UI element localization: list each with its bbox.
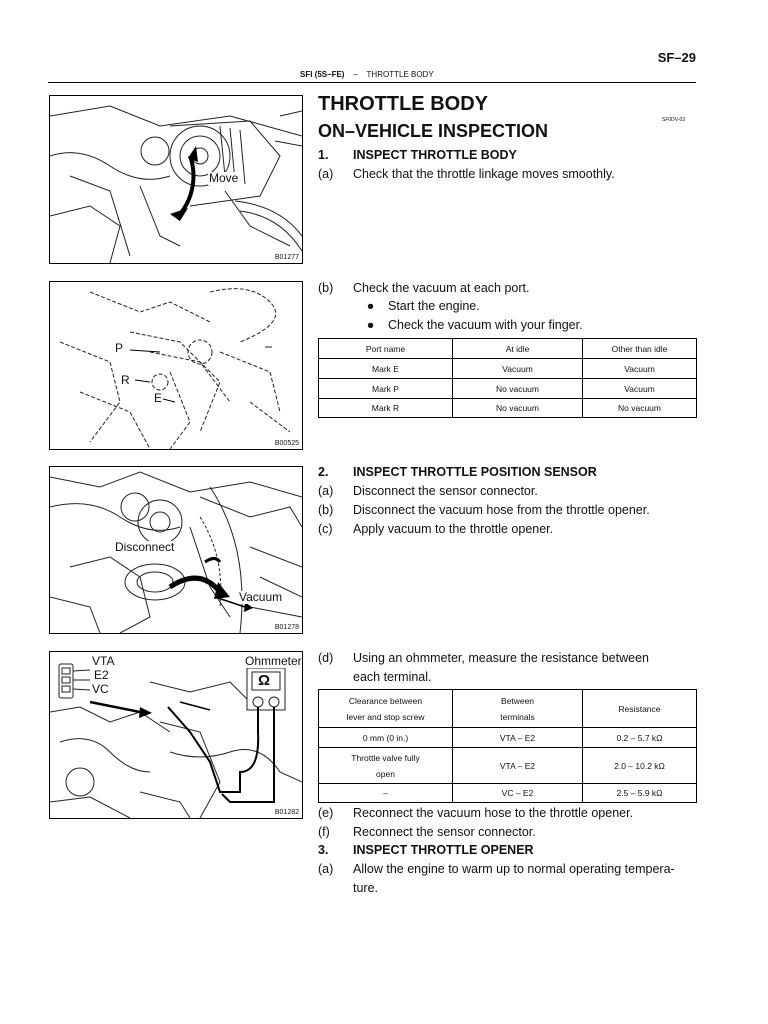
table-cell: – <box>319 784 453 803</box>
step-2c-number: (c) <box>318 522 333 536</box>
step-1b-text: Check the vacuum at each port. <box>353 281 530 295</box>
step-2-number: 2. <box>318 465 329 479</box>
table-cell: 0 mm (0 in.) <box>319 728 453 748</box>
table-cell: Mark E <box>319 359 453 379</box>
ohm-icon: Ω <box>258 672 271 689</box>
step-2e <box>318 805 633 821</box>
table-cell: Vacuum <box>583 359 697 379</box>
step-3-heading <box>318 842 534 858</box>
step-2f-text: Reconnect the sensor connector. <box>353 825 536 839</box>
table-cell: 0.2 – 5.7 kΩ <box>583 728 697 748</box>
bullet-text: Start the engine. <box>388 299 480 313</box>
step-2e-number: (e) <box>318 806 334 820</box>
bullet-icon: ● <box>366 318 375 332</box>
table-cell: Vacuum <box>453 359 583 379</box>
step-2b-text: Disconnect the vacuum hose from the throttle opener. <box>353 503 650 517</box>
step-3-text: INSPECT THROTTLE OPENER <box>353 843 534 857</box>
step-1a-number: (a) <box>318 167 334 181</box>
step-2c-text: Apply vacuum to the throttle opener. <box>353 522 554 536</box>
table-row <box>319 784 697 803</box>
table-row <box>319 728 697 748</box>
figure-throttle-opener <box>49 466 303 634</box>
step-3a-line2: ture. <box>353 881 379 895</box>
step-2b-number: (b) <box>318 503 334 517</box>
label-move: Move <box>209 171 239 185</box>
step-2d-line2: each terminal. <box>353 670 432 684</box>
document-code: SF0DV-03 <box>662 117 686 123</box>
step-2d-text: Using an ohmmeter, measure the resistance between <box>353 651 649 665</box>
bullet-check-vacuum <box>353 317 583 333</box>
figure-code: B01278 <box>274 624 299 631</box>
step-3-number: 3. <box>318 843 329 857</box>
step-1b-number: (b) <box>318 281 334 295</box>
header-section: SFI (5S–FE) <box>300 70 345 79</box>
step-1b <box>318 280 529 296</box>
bullet-start-engine <box>353 298 480 314</box>
step-2c <box>318 521 553 537</box>
step-2f-number: (f) <box>318 825 330 839</box>
step-2a-text: Disconnect the sensor connector. <box>353 484 538 498</box>
label-vc: VC <box>92 682 109 696</box>
throttle-linkage-drawing <box>50 96 302 263</box>
table-cell: VTA – E2 <box>453 728 583 748</box>
bullet-text: Check the vacuum with your finger. <box>388 318 583 332</box>
table-row <box>319 399 697 418</box>
label-ohmmeter: Ohmmeter <box>245 654 302 668</box>
figure-code: B01282 <box>274 809 299 816</box>
label-port-p: P <box>115 341 124 355</box>
resistance-table <box>318 689 697 803</box>
label-vacuum: Vacuum <box>239 590 283 604</box>
header-rule <box>48 82 696 83</box>
label-disconnect: Disconnect <box>115 540 175 554</box>
table-cell: 2.0 – 10.2 kΩ <box>583 748 697 784</box>
running-header <box>300 70 434 79</box>
label-port-e: E <box>154 391 163 405</box>
table-cell: No vacuum <box>453 379 583 399</box>
figure-code: B00525 <box>274 440 299 447</box>
table-header <box>453 690 583 728</box>
table-header: Port name <box>319 339 453 359</box>
page-title: THROTTLE BODY <box>318 93 488 115</box>
header-line: Clearance between <box>348 695 423 706</box>
step-1a-text: Check that the throttle linkage moves smoothly. <box>353 167 615 181</box>
step-2a <box>318 483 538 499</box>
step-2b <box>318 502 650 518</box>
step-1a <box>318 166 615 182</box>
step-1-number: 1. <box>318 148 329 162</box>
table-cell: VC – E2 <box>453 784 583 803</box>
label-vta: VTA <box>92 654 115 668</box>
step-3a-text: Allow the engine to warm up to normal operating tempera- <box>353 862 675 876</box>
table-header: Resistance <box>583 690 697 728</box>
table-header: Other than idle <box>583 339 697 359</box>
header-subsection: THROTTLE BODY <box>366 70 434 79</box>
step-3a <box>318 861 675 877</box>
table-cell: Vacuum <box>583 379 697 399</box>
table-row <box>319 359 697 379</box>
table-row <box>319 748 697 784</box>
step-1-text: INSPECT THROTTLE BODY <box>353 148 517 162</box>
figure-vacuum-ports <box>49 281 303 450</box>
step-2f <box>318 824 536 840</box>
step-1-heading <box>318 147 517 163</box>
step-2d-number: (d) <box>318 651 334 665</box>
vacuum-table <box>318 338 697 418</box>
table-cell: Mark R <box>319 399 453 418</box>
step-2-heading <box>318 464 597 480</box>
step-3a-number: (a) <box>318 862 334 876</box>
figure-code: B01277 <box>274 254 299 261</box>
table-cell: 2.5 – 5.9 kΩ <box>583 784 697 803</box>
table-cell <box>319 748 453 784</box>
header-line: terminals <box>500 711 535 722</box>
step-2a-number: (a) <box>318 484 334 498</box>
throttle-opener-drawing <box>50 467 302 633</box>
step-2d <box>318 650 698 666</box>
cell-line: Throttle valve fully <box>351 752 420 763</box>
vacuum-ports-drawing <box>50 282 302 449</box>
table-row <box>319 379 697 399</box>
table-cell: No vacuum <box>453 399 583 418</box>
step-2e-text: Reconnect the vacuum hose to the throttle opener. <box>353 806 634 820</box>
cell-line: open <box>376 768 395 779</box>
page-subtitle: ON–VEHICLE INSPECTION <box>318 121 549 141</box>
header-line: lever and stop screw <box>346 711 425 722</box>
header-dash: – <box>353 70 358 79</box>
table-cell: No vacuum <box>583 399 697 418</box>
table-cell: VTA – E2 <box>453 748 583 784</box>
bullet-icon: ● <box>366 299 375 313</box>
figure-throttle-linkage <box>49 95 303 264</box>
table-cell: Mark P <box>319 379 453 399</box>
label-e2: E2 <box>94 668 109 682</box>
table-header: At idle <box>453 339 583 359</box>
header-line: Between <box>500 695 535 706</box>
table-header <box>319 690 453 728</box>
step-2-text: INSPECT THROTTLE POSITION SENSOR <box>353 465 597 479</box>
label-port-r: R <box>121 373 130 387</box>
figure-ohmmeter <box>49 651 303 819</box>
page-number: SF–29 <box>657 50 696 65</box>
